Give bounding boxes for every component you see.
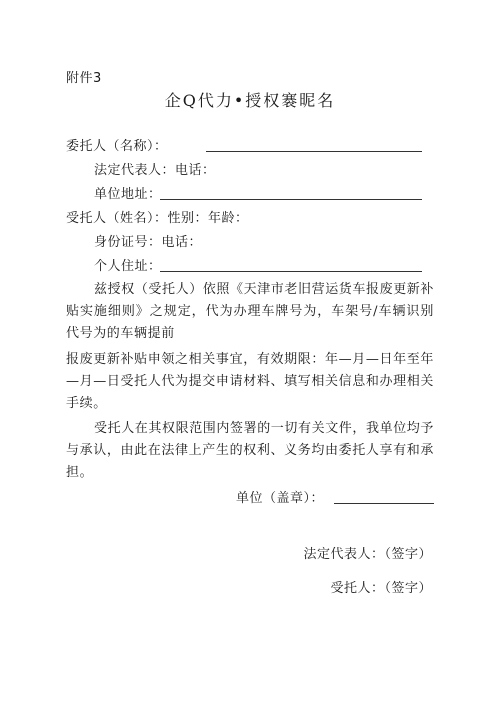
authorization-paragraph-2: 报废更新补贴申领之相关事宜，有效期限：年—月—日年至年—月—日受托人代为提交申请材料、填写相关信息和办理相关手续。	[66, 352, 434, 411]
unit-seal-label: 单位（盖章）：	[236, 491, 325, 506]
principal-name-line	[206, 151, 422, 152]
legal-rep-phone-label: 法定代表人：电话：	[94, 163, 216, 178]
annex-label: 附件3	[66, 71, 102, 86]
residence-label: 个人住址：	[94, 259, 162, 274]
id-phone-label: 身份证号：电话：	[94, 235, 203, 250]
unit-address-line	[160, 199, 422, 200]
legal-rep-signature-label: 法定代表人：（签字）	[303, 547, 432, 562]
unit-seal-line	[334, 503, 434, 504]
agent-signature-label: 受托人：（签字）	[330, 581, 432, 596]
unit-address-label: 单位地址：	[94, 187, 162, 202]
document-title: 企Q代力•授权褰昵名	[164, 91, 336, 110]
authorization-paragraph-1: 兹授权（受托人）依照《天津市老旧营运货车报废更新补贴实施细则》之规定，代为办理车牌号为，车架号/车辆识别代号为的车辆提前	[66, 282, 435, 341]
principal-label: 委托人（名称）：	[66, 139, 168, 154]
responsibility-paragraph: 受托人在其权限范围内签署的一切有关文件，我单位均予与承认，由此在法律上产生的权利、义务均由委托人享有和承担。	[66, 421, 435, 480]
agent-info-label: 受托人（姓名）：性别：年龄：	[66, 211, 249, 226]
residence-line	[160, 271, 422, 272]
